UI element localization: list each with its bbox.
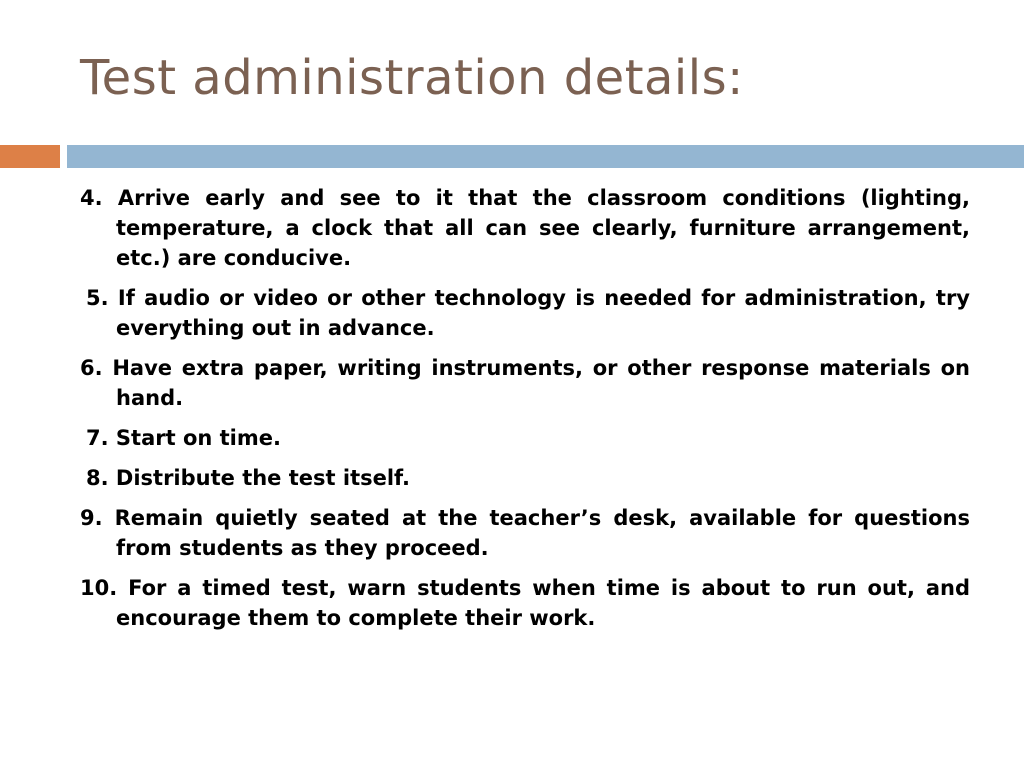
bullet-list	[80, 183, 970, 643]
list-item-6: 6. Have extra paper, writing instruments, or other response materials on hand.	[80, 356, 970, 410]
accent-bar-blue	[67, 145, 1024, 168]
list-item-7: 7. Start on time.	[86, 426, 281, 450]
slide-title: Test administration details:	[80, 50, 744, 106]
list-item-8: 8. Distribute the test itself.	[86, 466, 411, 490]
list-item-10: 10. For a timed test, warn students when time is about to run out, and encourage them to complete their work.	[80, 576, 970, 630]
list-item-5: 5. If audio or video or other technology is needed for administration, try everything out in advance.	[86, 286, 970, 340]
accent-bar-orange	[0, 145, 60, 168]
list-item-9: 9. Remain quietly seated at the teacher’s desk, available for questions from students as they proceed.	[80, 506, 970, 560]
list-item-4: 4. Arrive early and see to it that the classroom conditions (lighting, temperature, a clock that all can see clearly, furniture arrangement, etc.) are conducive.	[80, 186, 970, 270]
